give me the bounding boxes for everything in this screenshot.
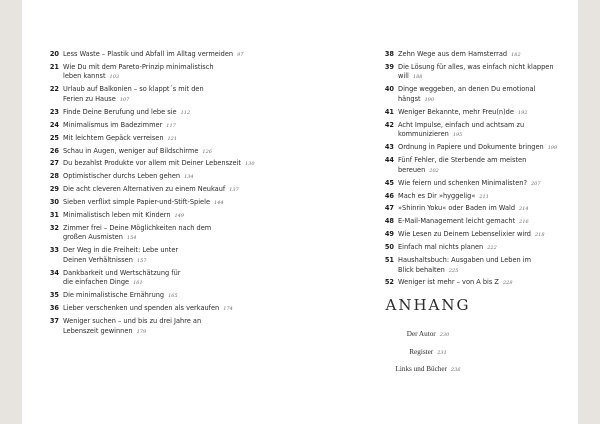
page-number: 103 <box>109 74 120 81</box>
toc-column-left <box>22 50 272 340</box>
chapter-number: 26 <box>49 146 59 155</box>
chapter-title: »Shinrin Yoku« oder Baden im Wald <box>398 204 516 213</box>
toc-entry <box>298 230 558 241</box>
toc-entry <box>22 63 272 83</box>
toc-entry <box>22 85 272 105</box>
chapter-title: Schau in Augen, weniger auf Bildschirme <box>63 146 199 155</box>
toc-entry <box>298 85 558 105</box>
page-number: 126 <box>202 148 212 155</box>
page-number: 192 <box>517 109 528 116</box>
appendix-item-page: 236 <box>450 367 461 373</box>
chapter-number: 41 <box>384 107 394 116</box>
chapter-number: 51 <box>384 255 394 264</box>
chapter-title: E-Mail-Management leicht gemacht <box>398 217 516 226</box>
chapter-number: 33 <box>49 246 59 255</box>
toc-entry <box>22 304 272 315</box>
chapter-title: Du bezahlst Produkte vor allem mit Deiner Lebenszeit <box>63 159 241 168</box>
page-number: 199 <box>547 145 558 152</box>
chapter-number: 38 <box>384 50 394 58</box>
page-number: 130 <box>244 161 255 168</box>
chapter-title: Urlaub auf Balkonien – so klappt´s mit den <box>63 85 204 94</box>
chapter-title: Weniger ist mehr – von A bis Z <box>398 278 499 287</box>
toc-entry <box>298 204 558 215</box>
chapter-number: 35 <box>49 291 59 300</box>
chapter-number: 36 <box>49 304 59 313</box>
page-number: 188 <box>412 74 423 81</box>
chapter-title: Die acht cleveren Alternativen zu einem Neukauf <box>63 185 226 194</box>
chapter-title: Finde Deine Berufung und lebe sie <box>63 107 177 116</box>
appendix-section <box>298 296 558 383</box>
page-number: 195 <box>452 132 463 139</box>
chapter-number: 39 <box>384 62 394 71</box>
page-number: 228 <box>502 280 513 287</box>
chapter-title: Wie Du mit dem Pareto-Prinzip minimalistisch <box>63 62 214 71</box>
chapter-title: Minimalistisch leben mit Kindern <box>63 210 171 219</box>
chapter-title: Ferien zu Hause <box>63 94 116 103</box>
toc-entry <box>298 143 558 154</box>
chapter-title: Dankbarkeit und Wertschätzung für <box>63 268 181 277</box>
book-page <box>22 0 578 424</box>
page-number: 154 <box>126 235 137 242</box>
chapter-title: Deinen Verhältnissen <box>63 255 133 264</box>
chapter-number: 49 <box>384 230 394 239</box>
toc-entry <box>298 121 558 141</box>
chapter-title: Fünf Fehler, die Sterbende am meisten bereuen <box>398 156 527 174</box>
toc-entry <box>22 291 272 302</box>
chapter-number: 40 <box>384 85 394 94</box>
toc-entry <box>22 246 272 266</box>
chapter-title: Die Lösung für alles, was einfach nicht klappen will <box>398 62 554 81</box>
chapter-number: 44 <box>384 156 394 165</box>
chapter-title: Weniger suchen – und bis zu drei Jahre an <box>63 317 202 326</box>
toc-column-right <box>298 50 558 291</box>
chapter-number: 42 <box>384 120 394 129</box>
chapter-title: Wie Lesen zu Deinem Lebenselixier wird <box>398 230 531 239</box>
chapter-title: Einfach mal nichts planen <box>398 243 484 252</box>
chapter-number: 43 <box>384 143 394 152</box>
page-number: 218 <box>535 232 545 239</box>
chapter-title: Der Weg in die Freiheit: Lebe unter <box>63 246 179 255</box>
chapter-title: Weniger Bekannte, mehr Freu(n)de <box>398 107 514 116</box>
chapter-number: 37 <box>49 317 59 326</box>
chapter-number: 46 <box>384 191 394 200</box>
page-number: 225 <box>448 267 459 274</box>
chapter-title: Haushaltsbuch: Ausgaben und Leben im <box>398 255 532 264</box>
page-number: 112 <box>180 109 191 116</box>
toc-entry <box>298 217 558 228</box>
chapter-number: 23 <box>49 107 59 116</box>
toc-entry <box>22 224 272 244</box>
appendix-heading: ANHANG <box>385 296 471 314</box>
page-number: 144 <box>214 200 224 207</box>
page-number: 174 <box>223 306 233 313</box>
page-number: 117 <box>166 122 176 129</box>
chapter-title: die einfachen Dinge <box>63 278 130 287</box>
chapter-title: Wie feiern und schenken Minimalisten? <box>398 178 527 187</box>
chapter-number: 27 <box>49 159 59 168</box>
chapter-number: 47 <box>384 204 394 213</box>
toc-entry <box>22 147 272 158</box>
appendix-item-links <box>298 365 558 375</box>
page-number: 97 <box>237 52 244 58</box>
page-number: 149 <box>174 212 185 219</box>
chapter-title: Sieben verflixt simple Papier-und-Stift-Spiele <box>63 198 210 207</box>
chapter-number: 34 <box>49 268 59 277</box>
chapter-title: Minimalismus im Badezimmer <box>63 120 163 129</box>
chapter-number: 29 <box>49 185 59 194</box>
chapter-title: leben kannst <box>63 72 106 81</box>
page-number: 214 <box>519 206 529 213</box>
page-number: 216 <box>519 219 529 226</box>
chapter-title: Less Waste – Plastik und Abfall im Alltag vermeiden <box>63 50 234 58</box>
toc-entry <box>298 156 558 176</box>
page-number: 157 <box>136 257 147 264</box>
toc-entry <box>22 211 272 222</box>
chapter-number: 45 <box>384 178 394 187</box>
toc-entry <box>298 243 558 254</box>
page-number: 190 <box>424 96 435 103</box>
page-number: 222 <box>487 245 497 252</box>
chapter-title: Mit leichtem Gepäck verreisen <box>63 133 164 142</box>
chapter-number: 31 <box>49 210 59 219</box>
chapter-number: 24 <box>49 120 59 129</box>
toc-entry <box>22 198 272 209</box>
appendix-item-page: 230 <box>439 332 450 338</box>
appendix-item-label: Register <box>409 347 434 356</box>
page-number: 179 <box>136 328 147 335</box>
chapter-number: 21 <box>49 62 59 71</box>
chapter-title: Lebenszeit gewinnen <box>63 326 133 335</box>
chapter-title: Acht Impulse, einfach und achtsam zu kommunizieren <box>398 120 525 139</box>
page-number: 134 <box>184 174 194 181</box>
toc-entry <box>298 63 558 83</box>
chapter-title: Blick behalten <box>398 265 445 274</box>
page-number: 137 <box>229 187 239 194</box>
toc-entry <box>22 121 272 132</box>
chapter-number: 48 <box>384 217 394 226</box>
chapter-number: 30 <box>49 198 59 207</box>
page-number: 182 <box>511 52 521 58</box>
toc-entry <box>298 278 558 289</box>
chapter-number: 52 <box>384 278 394 287</box>
chapter-number: 28 <box>49 172 59 181</box>
page-number: 107 <box>119 96 130 103</box>
toc-entry <box>298 108 558 119</box>
chapter-title: Ordnung in Papiere und Dokumente bringen <box>398 143 544 152</box>
chapter-number: 22 <box>49 85 59 94</box>
appendix-item-author <box>298 330 558 340</box>
chapter-title: Dinge weggeben, an denen Du emotional hängst <box>398 85 536 103</box>
appendix-item-label: Der Autor <box>406 330 436 338</box>
page-number: 202 <box>429 167 439 174</box>
chapter-number: 32 <box>49 223 59 232</box>
chapter-title: Zehn Wege aus dem Hamsterrad <box>398 50 508 58</box>
chapter-title: Zimmer frei – Deine Möglichkeiten nach dem <box>63 223 212 232</box>
chapter-title: Lieber verschenken und spenden als verkaufen <box>63 304 220 313</box>
toc-entry <box>298 179 558 190</box>
toc-entry <box>22 134 272 145</box>
toc-entry <box>22 159 272 170</box>
chapter-title: großen Ausmisten <box>63 233 123 242</box>
page-number: 161 <box>133 280 143 287</box>
page-number: 165 <box>168 293 178 300</box>
appendix-item-page: 231 <box>437 349 447 356</box>
chapter-number: 25 <box>49 133 59 142</box>
toc-entry <box>22 172 272 183</box>
page-number: 207 <box>530 180 541 187</box>
page-number: 121 <box>167 135 178 142</box>
toc-entry <box>298 50 558 61</box>
toc-entry <box>22 185 272 196</box>
chapter-title: Optimistischer durchs Leben gehen <box>63 172 181 181</box>
chapter-number: 50 <box>384 243 394 252</box>
appendix-item-register <box>298 348 558 358</box>
chapter-title: Die minimalistische Ernährung <box>63 291 165 300</box>
chapter-title: Mach es Dir »hyggelig« <box>398 191 476 200</box>
appendix-item-label: Links und Bücher <box>395 365 447 373</box>
toc-entry <box>22 317 272 337</box>
toc-entry <box>298 192 558 203</box>
page-number: 211 <box>479 193 489 200</box>
toc-entry <box>22 269 272 289</box>
toc-entry <box>22 50 272 61</box>
toc-entry <box>22 108 272 119</box>
toc-entry <box>298 256 558 276</box>
chapter-number: 20 <box>49 50 59 58</box>
